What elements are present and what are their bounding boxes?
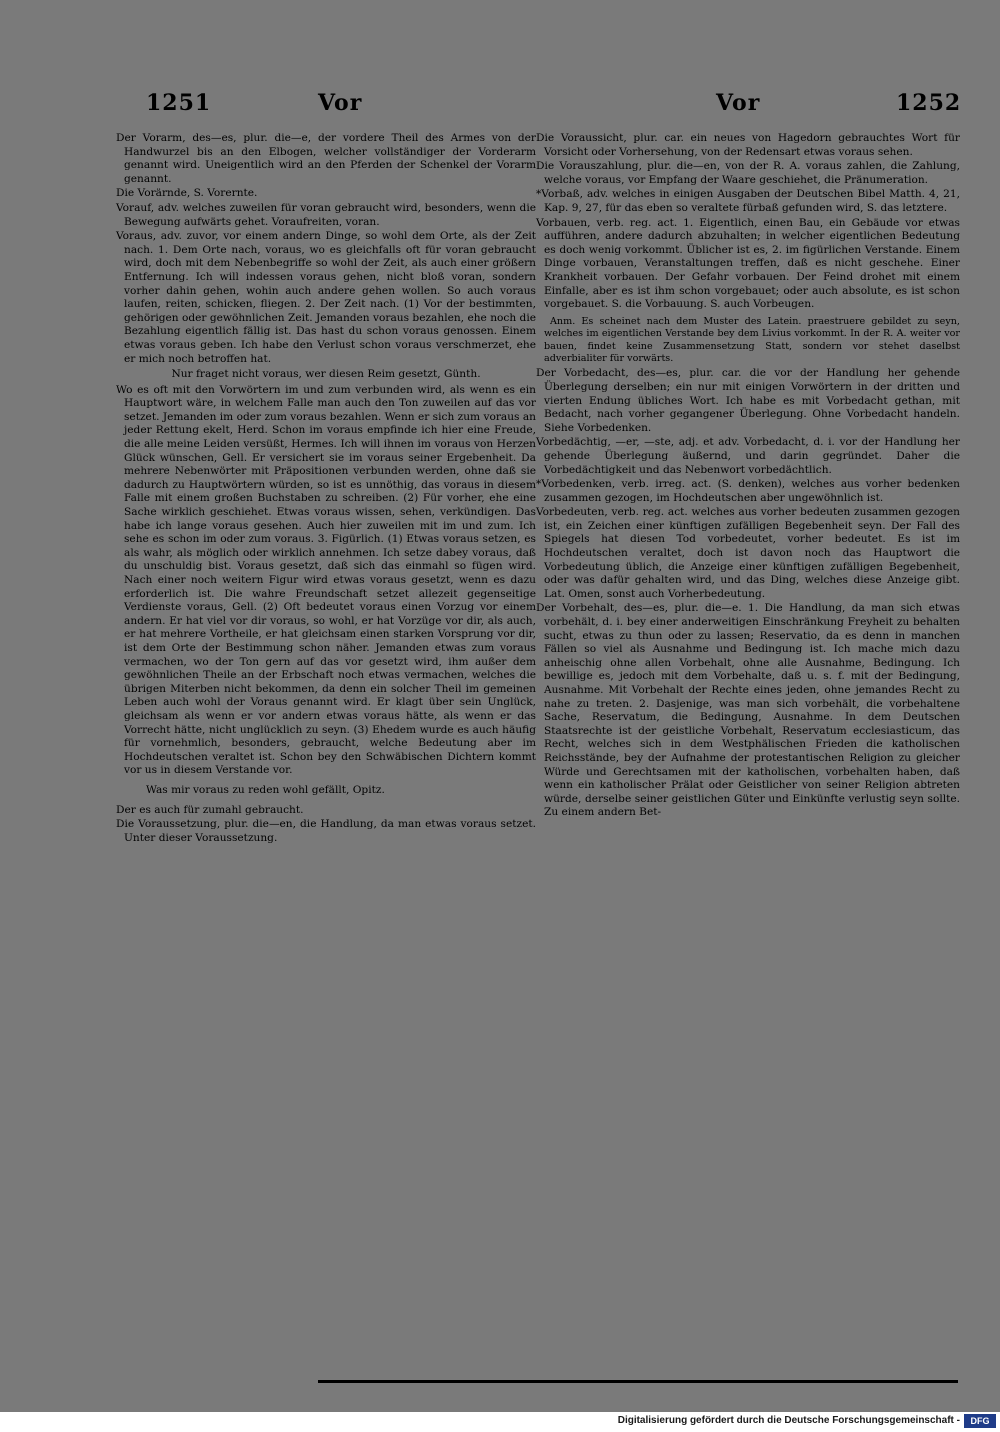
entry-vorbehalt: Der Vorbehalt, des—es, plur. die—e. 1. Die Handlung, da man sich etwas vorbehält, d. i. bey einer anderweitigen Einschränkung Freyheit zu behalten sucht, etwas zu thun oder zu lassen; Reservatio, da es denn in manchen Fällen so viel als Ausnahme und Bedingung ist. Ich mache mich dazu anheischig ohne allen Vorbehalt, ohne alle Ausnahme, Bedingung. Ich bewillige es, jedoch mit dem Vorbehalte, daß u. s. f. mit der Bedingung, Ausnahme. Mit Vorbehalt der Rechte eines jeden, ohne jemandes Recht zu nahe zu treten. 2. Dasjenige, was man sich vorbehält, die vorbehaltene Sache, Reservatum, die Bedingung, Ausnahme. In dem Deutschen Staatsrechte ist der geistliche Vorbehalt, Reservatum ecclesiasticum, das Recht, welches sich in dem Westphälischen Frieden die katholischen Reichsstände, bey der Aufnahme der protestantischen Religion zu gleicher Würde und Gerechtsamen mit der katholischen, vorbehalten haben, daß wenn ein katholischer Prälat oder Geistlicher von seiner Religion abtreten würde, derselbe seiner geistlichen Güter und Einkünfte verlustig seyn sollte. Zu einem andern Bet-: [536, 602, 960, 819]
entry-vorarnde: Die Vorärnde, S. Vorernte.: [116, 187, 258, 200]
left-running-head: Vor: [318, 90, 363, 116]
entry-vorbass: *Vorbaß, adv. welches in einigen Ausgaben der Deutschen Bibel Matth. 4, 21, Kap. 9, 27, für das eben so veraltete fürbaß gefunden wird, S. das letztere.: [536, 188, 960, 214]
entry-voraus: Voraus, adv. zuvor, vor einem andern Dinge, so wohl dem Orte, als der Zeit nach. 1. Dem Orte nach, voraus, wo es gleichfalls oft für voran gebraucht wird, doch mit dem Nebenbegriffe so wohl der Zeit, als auch einer größern Entfernung. Ich will indessen voraus gehen, nicht bloß voran, sondern vorher dahin gehen, wohin auch andere gehen wollen. So auch voraus laufen, reiten, schicken, fliegen. 2. Der Zeit nach. (1) Vor der bestimmten, gehörigen oder gewöhnlichen Zeit. Jemanden voraus bezahlen, ehe noch die Bezahlung eigentlich fällig ist. Das hast du schon voraus genossen. Einem etwas voraus geben. Ich habe den Verlust schon voraus verschmerzet, ehe er mich noch betroffen hat.: [116, 230, 536, 365]
entry-vorbauen: Vorbauen, verb. reg. act. 1. Eigentlich, einen Bau, ein Gebäude vor etwas aufführen, andere dadurch abzuhalten; in welcher eigentlichen Bedeutung es doch wenig vorkommt. Üblicher ist es, 2. im figürlichen Verstande. Einem Dinge vorbauen, Veranstaltungen treffen, daß es nicht geschehe. Einer Krankheit vorbauen. Der Gefahr vorbauen. Der Feind drohet mit einem Einfalle, aber es ist ihm schon vorgebauet; oder auch absolute, es ist schon vorgebauet. S. die Vorbauung. S. auch Vorbeugen.: [536, 216, 960, 311]
left-column: [116, 132, 536, 846]
entry-vorarm: Der Vorarm, des—es, plur. die—e, der vordere Theil des Armes von der Handwurzel bis an den Elbogen, welcher vollständiger der Vorderarm genannt wird. Uneigentlich wird an den Pferden der Schenkel der Vorarm genannt.: [116, 132, 536, 185]
footer-bar: [0, 1412, 1000, 1432]
entry-vorbedaechtig: Vorbedächtig, —er, —ste, adj. et adv. Vorbedacht, d. i. vor der Handlung her gehende Überlegung äußernd, und darin gegründet. Daher die Vorbedächtigkeit und das Nebenwort vorbedächtlich.: [536, 436, 960, 476]
quote-opitz: Was mir voraus zu reden wohl gefällt, Opitz.: [146, 783, 385, 796]
entry-vorauf: Vorauf, adv. welches zuweilen für voran gebraucht wird, besonders, wenn die Bewegung aufwärts gehet. Voraufreiten, voran.: [116, 201, 536, 228]
footer-credit: Digitalisierung gefördert durch die Deutsche Forschungsgemeinschaft -: [617, 1415, 960, 1426]
dfg-logo-icon: DFG: [964, 1414, 996, 1428]
entry-voraus-continued: Wo es oft mit den Vorwörtern im und zum verbunden wird, als wenn es ein Hauptwort wäre, in welchem Falle man auch den Ton zuweilen auf das vor setzet. Jemanden im oder zum voraus bezahlen. Wenn er sich zum voraus an jeder Rettung ekelt, Herd. Schon im voraus empfinde ich hier eine Freude, die alle meine Leiden versüßt, Hermes. Ich will ihnen im voraus von Herzen Glück wünschen, Gell. Er versichert sie im voraus seiner Ergebenheit. Da mehrere Nebenwörter mit Präpositionen verbunden werden, ohne daß sie dadurch zu Hauptwörtern würden, so ist es unnöthig, das voraus in diesem Falle mit einem großen Buchstaben zu schreiben. (2) Für vorher, ehe eine Sache wirklich geschiehet. Etwas voraus wissen, sehen, verkündigen. Das habe ich lange voraus gesehen. Auch hier zuweilen mit im und zum. Ich sehe es schon im oder zum voraus. 3. Figürlich. (1) Etwas voraus setzen, es als wahr, als möglich oder wirklich annehmen. Ich setze dabey voraus, daß du unschuldig bist. Voraus gesetzt, daß sich das einmahl so fügen wird. Nach einer noch weitern Figur wird etwas voraus gesetzt, wenn es dazu erforderlich ist. Die wahre Freundschaft setzet allezeit gegenseitige Verdienste voraus, Gell. (2) Oft bedeutet voraus einen Vorzug vor einem andern. Er hat viel vor dir voraus, so wohl, er hat Vorzüge vor dir, als auch, er hat mehrere Vortheile, er hat gleichsam einen starken Vorsprung vor dir, ist dem Orte der Bestimmung schon näher. Jemanden etwas zum voraus vermachen, wo der Ton gern auf das vor gesetzt wird, ihm außer dem gewöhnlichen Theile an der Erbschaft noch etwas vermachen, welches die übrigen Miterben nicht bekommen, da denn ein solcher Theil im gemeinen Leben auch wohl der Voraus genannt wird. Er klagt über sein Unglück, gleichsam als wenn er vor andern etwas voraus hätte, als wenn er das Vorrecht hätte, nicht unglücklich zu seyn. (3) Ehedem wurde es auch häufig für vornehmlich, besonders, gebraucht, welche Bedeutung aber im Hochdeutschen veraltet ist. Schon bey den Schwäbischen Dichtern kommt vor us in diesem Verstande vor.: [116, 383, 536, 777]
right-running-head: Vor: [716, 90, 761, 116]
note-praestruere: Anm. Es scheinet nach dem Muster des Latein. praestruere gebildet zu seyn, welches im eigentlichen Verstande bey dem Livius vorkommt. In der R. A. weiter vor bauen, findet keine Zusammensetzung Statt, sondern vor stehet daselbst adverbialiter für vorwärts.: [544, 315, 960, 364]
entry-vorbedacht: Der Vorbedacht, des—es, plur. car. die vor der Handlung her gehende Überlegung derselben; ein nur mit einigen Vorwörtern in der dritten und vierten Endung übliches Wort. Ich habe es mit Vorbedacht gethan, mit Bedacht, nach vorher gegangener Überlegung. Ohne Vorbedacht handeln. Siehe Vorbedenken.: [536, 367, 960, 434]
entry-vorbedenken: *Vorbedenken, verb. irreg. act. (S. denken), welches aus vorher bedenken zusammen gezogen, im Hochdeutschen aber ungewöhnlich ist.: [536, 478, 960, 504]
entry-voraussicht: Die Voraussicht, plur. car. ein neues von Hagedorn gebrauchtes Wort für Vorsicht oder Vorhersehung, von der Redensart etwas voraus sehen.: [536, 132, 960, 158]
right-page-number: 1252: [896, 90, 962, 116]
bottom-rule: [318, 1380, 958, 1383]
entry-voraussetzung: Die Voraussetzung, plur. die—en, die Handlung, da man etwas voraus setzet. Unter dieser Voraussetzung.: [116, 818, 536, 844]
note-zumahl: Der es auch für zumahl gebraucht.: [116, 803, 304, 816]
quote-guenth: Nur fraget nicht voraus, wer diesen Reim gesetzt, Günth.: [171, 368, 481, 381]
entry-vorbedeuten: Vorbedeuten, verb. reg. act. welches aus vorher bedeuten zusammen gezogen ist, ein Zeichen einer künftigen zufälligen Begebenheit seyn. Der Fall des Spiegels hat diesen Tod vorbedeutet, vorher bedeutet. Es ist im Hochdeutschen veraltet, doch ist davon noch das Hauptwort die Vorbedeutung üblich, die Anzeige einer künftigen zufälligen Begebenheit, oder was dafür gehalten wird, und das Ding, welches diese Anzeige gibt. Lat. Omen, sonst auch Vorherbedeutung.: [536, 506, 960, 600]
right-column: [536, 132, 960, 821]
left-page-number: 1251: [146, 90, 212, 116]
entry-vorauszahlung: Die Vorauszahlung, plur. die—en, von der R. A. voraus zahlen, die Zahlung, welche voraus, vor Empfang der Waare geschiehet, die Pränumeration.: [536, 160, 960, 186]
